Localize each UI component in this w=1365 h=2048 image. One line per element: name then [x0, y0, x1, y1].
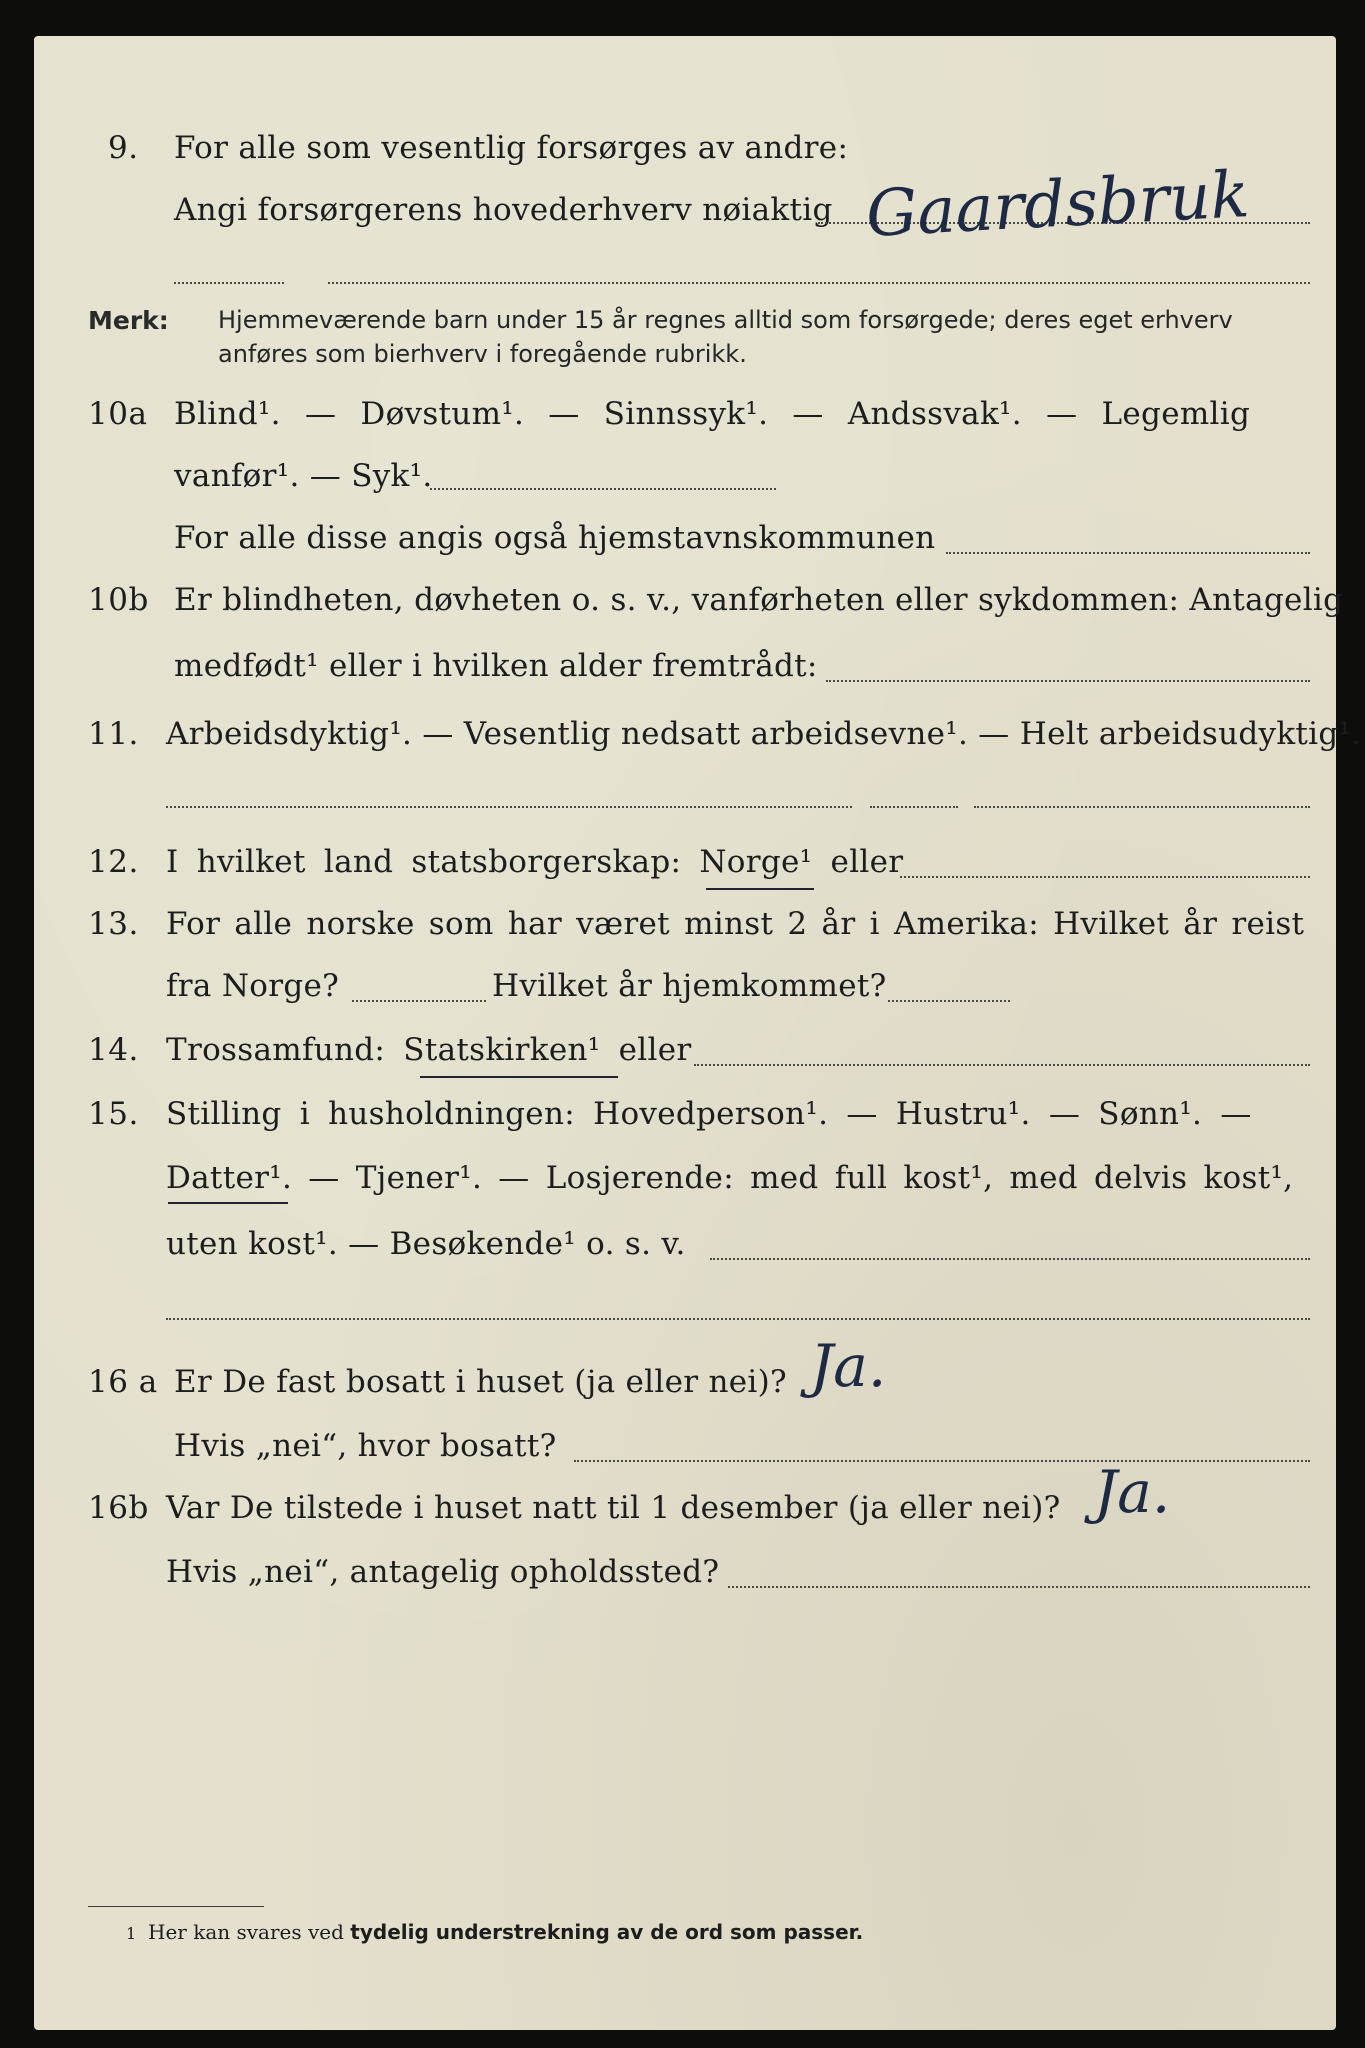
footnote-marker: 1 — [126, 1924, 137, 1943]
q15-number: 15. — [88, 1096, 139, 1132]
q16b-line2: Hvis „nei“, antagelig opholdssted? — [166, 1554, 720, 1590]
q13-number: 13. — [88, 906, 139, 942]
q15-besokende-line — [710, 1258, 1310, 1260]
q13-line2b: Hvilket år hjemkommet? — [492, 968, 887, 1004]
q10a-number: 10a — [88, 396, 148, 432]
q10b-line1: Er blindheten, døvheten o. s. v., vanførheten eller sykdommen: Antagelig — [174, 582, 1344, 618]
q13-line1: For alle norske som har været minst 2 år i Amerika: Hvilket år reist — [166, 906, 1305, 942]
q11-dotted-line-c — [974, 806, 1310, 808]
q14-line1: Trossamfund: Statskirken¹ eller — [166, 1032, 692, 1068]
footnote-text-plain: Her kan svares ved — [148, 1920, 344, 1944]
merk-line1: Hjemmeværende barn under 15 år regnes alltid som forsørgede; deres eget erhverv — [218, 306, 1233, 334]
footnote-text — [148, 1920, 863, 1944]
q13-reist-line — [352, 1000, 486, 1002]
q9-line1: For alle som vesentlig forsørges av andre: — [174, 130, 849, 166]
q10a-line3: For alle disse angis også hjemstavnskommunen — [174, 520, 936, 556]
q16a-bosatt-line — [574, 1460, 1310, 1462]
q11-line1: Arbeidsdyktig¹. — Vesentlig nedsatt arbeidsevne¹. — Helt arbeidsudyktig¹. — [166, 716, 1362, 752]
q11-number: 11. — [88, 716, 139, 752]
q10a-syk-line — [430, 488, 776, 490]
footnote-text-bold: tydelig understrekning av de ord som passer. — [350, 1920, 864, 1944]
q10a-hjemstavn-line — [946, 552, 1310, 554]
merk-label: Merk: — [88, 306, 169, 335]
q16a-line1: Er De fast bosatt i huset (ja eller nei)? — [174, 1364, 787, 1400]
q14-statskirken-underline — [420, 1076, 618, 1078]
q14-eller-line — [694, 1064, 1310, 1066]
q12-eller-line — [900, 876, 1310, 878]
q11-dotted-line-a — [166, 806, 852, 808]
q15-line3: uten kost¹. — Besøkende¹ o. s. v. — [166, 1226, 686, 1262]
q12-norge-underline — [706, 888, 814, 890]
q16b-handwritten-answer: Ja. — [1094, 1458, 1171, 1526]
q10a-line2: vanfør¹. — Syk¹. — [174, 458, 433, 494]
q13-hjemkommet-line — [888, 1000, 1010, 1002]
q16a-number: 16 a — [88, 1364, 158, 1400]
census-form-page — [34, 36, 1362, 2030]
q10b-alder-line — [826, 680, 1310, 682]
q14-number: 14. — [88, 1032, 139, 1068]
q15-line1: Stilling i husholdningen: Hovedperson¹. — Hustru¹. — Sønn¹. — — [166, 1096, 1252, 1132]
q10b-line2: medfødt¹ eller i hvilken alder fremtrådt: — [174, 648, 818, 684]
q9-line2: Angi forsørgerens hovederhverv nøiaktig — [174, 192, 833, 228]
q10b-number: 10b — [88, 582, 149, 618]
q10a-line1: Blind¹. — Døvstum¹. — Sinnssyk¹. — Andssvak¹. — Legemlig — [174, 396, 1251, 432]
q9-dotted-line-b — [328, 282, 1310, 284]
q9-handwritten-answer: Gaardsbruk — [864, 158, 1252, 252]
merk-line2: anføres som bierhverv i foregående rubrikk. — [218, 340, 747, 368]
q9-number: 9. — [108, 130, 139, 166]
q15-extra-line — [166, 1318, 1310, 1320]
q15-line2: Datter¹. — Tjener¹. — Losjerende: med full kost¹, med delvis kost¹, — [166, 1160, 1294, 1196]
q11-dotted-line-b — [870, 806, 958, 808]
q13-line2a: fra Norge? — [166, 968, 340, 1004]
q16a-handwritten-answer: Ja. — [810, 1332, 887, 1400]
q16a-line2: Hvis „nei“, hvor bosatt? — [174, 1428, 557, 1464]
q15-datter-underline — [168, 1202, 288, 1204]
q16b-number: 16b — [88, 1490, 149, 1526]
q12-line1: I hvilket land statsborgerskap: Norge¹ eller — [166, 844, 904, 880]
footnote-rule — [88, 1906, 264, 1907]
q9-dotted-line-a — [174, 282, 284, 284]
q12-number: 12. — [88, 844, 139, 880]
q16b-opholdssted-line — [728, 1586, 1310, 1588]
q16b-line1: Var De tilstede i huset natt til 1 desember (ja eller nei)? — [166, 1490, 1061, 1526]
